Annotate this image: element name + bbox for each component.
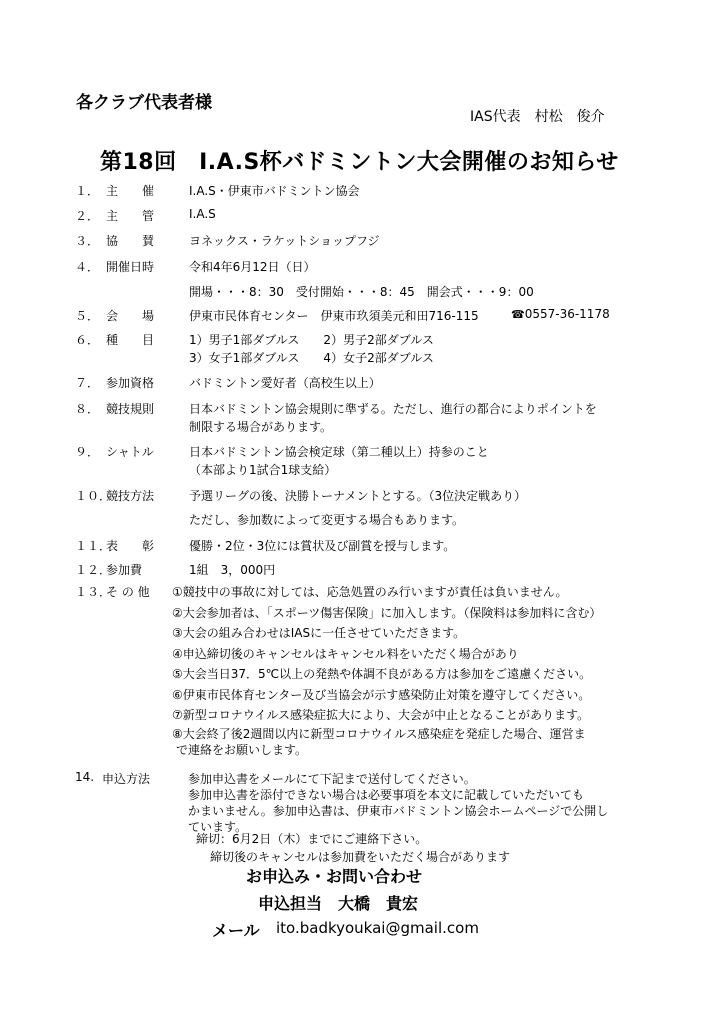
section-number: １１． xyxy=(75,539,112,553)
section-value: 参加申込書を添付できない場合は必要事項を本文に記載していただいても xyxy=(188,788,585,802)
section-label: 会 場 xyxy=(106,309,155,323)
section-number: １３． xyxy=(75,585,112,599)
contact-person: 申込担当 大橋 貴宏 xyxy=(258,894,419,913)
phone-number: 0557-36-1178 xyxy=(524,307,610,321)
contact-heading: お申込み・お問い合わせ xyxy=(246,867,423,886)
cancel-note: 締切後のキャンセルは参加費をいただく場合があります xyxy=(210,850,511,864)
note-item: ⑥伊東市民体育センター及び当協会が示す感染防止対策を遵守してください。 xyxy=(172,688,591,702)
section-number: １． xyxy=(75,184,100,198)
section-value: 1）男子1部ダブルス 2）男子2部ダブルス xyxy=(189,333,434,347)
section-label: 開催日時 xyxy=(106,260,155,274)
section-number: １０． xyxy=(75,489,112,503)
section-value: ています。 xyxy=(188,820,248,834)
section-label: 申込方法 xyxy=(102,772,151,786)
section-value: I.A.S・伊東市バドミントン協会 xyxy=(189,184,360,198)
section-number: ５． xyxy=(75,309,100,323)
section-value: 予選リーグの後、決勝トーナメントとする。（3位決定戦あり） xyxy=(189,489,527,503)
section-number: ３． xyxy=(75,234,100,248)
section-value: 優勝・2位・3位には賞状及び副賞を授与します。 xyxy=(189,539,456,553)
section-value: ヨネックス・ラケットショップフジ xyxy=(189,234,380,248)
contact-email[interactable]: ito.badkyoukai@gmail.com xyxy=(276,919,479,937)
section-number: ６． xyxy=(75,333,100,347)
section-value: 開場・・・8：30 受付開始・・・8：45 開会式・・・9：00 xyxy=(189,285,534,299)
addressee: 各クラブ代表者様 xyxy=(76,93,212,113)
section-label: シャトル xyxy=(106,445,154,459)
section-label: 表 彰 xyxy=(106,539,155,553)
section-value: ただし、参加数によって変更する場合もあります。 xyxy=(189,513,465,527)
section-value: 日本バドミントン協会検定球（第二種以上）持参のこと xyxy=(189,445,489,459)
note-item: ④申込締切後のキャンセルはキャンセル料をいただく場合があり xyxy=(172,647,519,661)
section-value: （本部より1試合1球支給） xyxy=(189,463,337,477)
venue-phone xyxy=(511,307,610,321)
phone-icon: ☎ xyxy=(511,308,525,321)
section-label: 協 賛 xyxy=(106,234,155,248)
section-value: 令和4年6月12日（日） xyxy=(189,260,316,274)
section-value: 伊東市民体育センター 伊東市玖須美元和田716-115 xyxy=(189,309,479,323)
section-number: ９． xyxy=(75,445,100,459)
note-item: ⑤大会当日37．5℃以上の発熱や体調不良がある方は参加をご遠慮ください。 xyxy=(172,667,592,681)
section-value: かまいません。参加申込書は、伊東市バドミントン協会ホームページで公開し xyxy=(188,804,609,818)
note-item: ⑧大会終了後2週間以内に新型コロナウイルス感染症を発症した場合、運営ま xyxy=(172,727,586,741)
note-item: ①競技中の事故に対しては、応急処置のみ行いますが責任は負いません。 xyxy=(172,585,568,599)
note-item: ③大会の組み合わせはIASに一任させていただきます。 xyxy=(172,626,466,640)
section-label: そ の 他 xyxy=(106,585,150,599)
section-number: ８． xyxy=(75,402,100,416)
sender: IAS代表 村松 俊介 xyxy=(470,109,605,125)
section-value: 1組 3，000円 xyxy=(189,563,276,577)
section-label: 主 管 xyxy=(106,209,155,223)
section-value: I.A.S xyxy=(189,207,216,221)
section-value: 日本バドミントン協会規則に準ずる。ただし、進行の都合によりポイントを xyxy=(189,402,597,416)
section-label: 種 目 xyxy=(106,333,155,347)
section-label: 主 催 xyxy=(106,184,155,198)
section-number: ２． xyxy=(75,209,100,223)
page-title: 第18回 I.A.S杯バドミントン大会開催のお知らせ xyxy=(100,150,619,175)
section-label: 競技方法 xyxy=(106,489,155,503)
section-label: 参加資格 xyxy=(106,376,155,390)
section-number: ４． xyxy=(75,260,100,274)
section-value: バドミントン愛好者（高校生以上） xyxy=(189,376,381,390)
section-label: 参加費 xyxy=(106,563,143,577)
section-number: １２． xyxy=(75,563,112,577)
section-number: 14. xyxy=(75,770,95,784)
contact-mail-label: メール xyxy=(212,921,260,940)
deadline-note: 締切：6月2日（木）までにご連絡下さい。 xyxy=(196,832,428,846)
section-label: 競技規則 xyxy=(106,402,155,416)
note-item: で連絡をお願いします。 xyxy=(176,743,308,757)
section-value: 参加申込書をメールにて下記まで送付してください。 xyxy=(188,772,476,786)
note-item: ⑦新型コロナウイルス感染症拡大により、大会が中止となることがあります。 xyxy=(172,708,590,722)
section-value: 3）女子1部ダブルス 4）女子2部ダブルス xyxy=(189,351,434,365)
note-item: ②大会参加者は、「スポーツ傷害保険」に加入します。（保険料は参加料に含む） xyxy=(172,606,602,620)
section-number: ７． xyxy=(75,376,100,390)
section-value: 制限する場合があります。 xyxy=(189,420,333,434)
